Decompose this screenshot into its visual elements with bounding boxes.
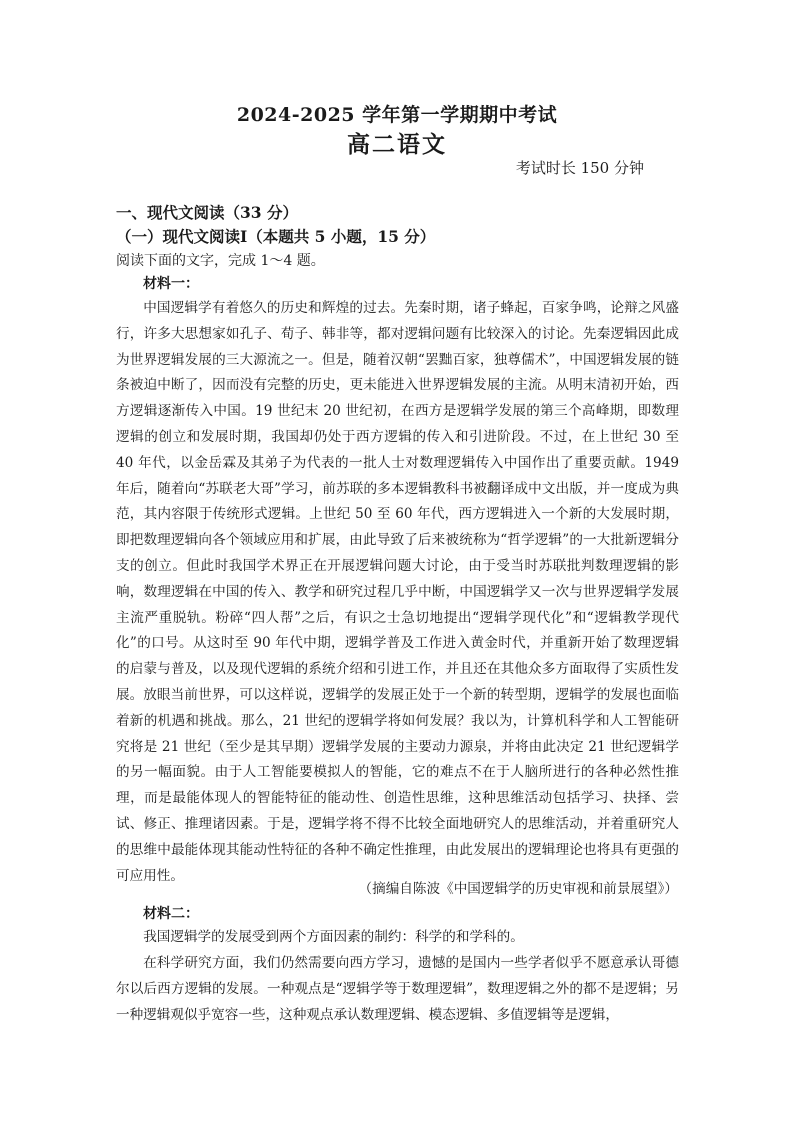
- material-2-paragraph-1: 我国逻辑学的发展受到两个方面因素的制约：科学的和学科的。: [143, 929, 524, 945]
- material-1-paragraph-1: 中国逻辑学有着悠久的历史和辉煌的过去。先秦时期，诸子蜂起，百家争鸣，论辩之风盛行，许多大思想家如孔子、荀子、韩非等，都对逻辑问题有比较深入的讨论。先秦逻辑因此成为世界逻辑发展的三大源流之一。但是，随着汉朝“罢黜百家，独尊儒术”，中国逻辑发展的链条被迫中断了，因而没有完整的历史，更未能进入世界逻辑发展的主流。从明末清初开始，西方逻辑逐渐传入中国。19 世纪末 20 世纪初，在西方是逻辑学发展的第三个高峰期，即数理逻辑的创立和发展时期，我国却仍处于西方逻辑的传入和引进阶段。不过，在上世纪 30 至 40 年代，以金岳霖及其弟子为代表的一批人士对数理逻辑传入中国作出了重要贡献。1949 年后，随着向“苏联老大哥”学习，前苏联的多本逻辑教科书被翻译成中文出版，并一度成为典范，其内容限于传统形式逻辑。上世纪 50 至 60 年代，西方逻辑进入一个新的大发展时期，即把数理逻辑向各个领域应用和扩展，由此导致了后来被统称为“哲学逻辑”的一大批新逻辑分支的创立。但此时我国学术界正在开展逻辑问题大讨论，由于受当时苏联批判数理逻辑的影响，数理逻辑在中国的传入、教学和研究过程几乎中断，中国逻辑学又一次与世界逻辑学发展主流严重脱轨。粉碎“四人帮”之后，有识之士急切地提出“逻辑学现代化”和“逻辑教学现代化”的口号。从这时至 90 年代中期，逻辑学普及工作进入黄金时代，并重新开始了数理逻辑的启蒙与普及，以及现代逻辑的系统介绍和引进工作，并且还在其他众多方面取得了实质性发展。: [116, 300, 679, 703]
- exam-title: 2024-2025 学年第一学期期中考试: [236, 104, 558, 126]
- material-2-paragraph-2: 在科学研究方面，我们仍然需要向西方学习，遗憾的是国内一些学者似乎不愿意承认哥德尔以后西方逻辑的发展。一种观点是“逻辑学等于数理逻辑”，数理逻辑之外的都不是逻辑；另一种逻辑观似乎宽容一些，这种观点承认数理逻辑、模态逻辑、多值逻辑等是逻辑，: [116, 955, 679, 1023]
- material-1-label: 材料一：: [143, 276, 199, 292]
- material-2-label: 材料二：: [143, 906, 199, 922]
- section-subheading: （一）现代文阅读Ⅰ（本题共 5 小题，15 分）: [116, 227, 436, 246]
- material-1-source: （摘编自陈波《中国逻辑学的历史审视和前景展望》）: [358, 881, 678, 897]
- material-1-paragraph-2: 放眼当前世界，可以这样说，逻辑学的发展正处于一个新的转型期，逻辑学的发展也面临着新的机遇和挑战。那么，21 世纪的逻辑学将如何发展？我以为，计算机科学和人工智能研究将是 21 世纪（至少是其早期）逻辑学发展的主要动力源泉，并将由此决定 21 世纪逻辑学的另一幅面貌。由于人工智能要模拟人的智能，它的难点不在于人脑所进行的各种必然性推理，而是最能体现人的智能特征的能动性、创造性思维，这种思维活动包括学习、抉择、尝试、修正、推理诸因素。于是，逻辑学将不得不比较全面地研究人的思维活动，并着重研究人的思维中最能体现其能动性特征的各种不确定性推理，由此发展出的逻辑理论也将具有更强的可应用性。: [116, 687, 679, 884]
- section-heading: 一、现代文阅读（33 分）: [116, 203, 298, 222]
- exam-subject: 高二语文: [347, 131, 447, 158]
- exam-duration: 考试时长 150 分钟: [515, 159, 644, 177]
- reading-instruction: 阅读下面的文字，完成 1～4 题。: [116, 253, 325, 269]
